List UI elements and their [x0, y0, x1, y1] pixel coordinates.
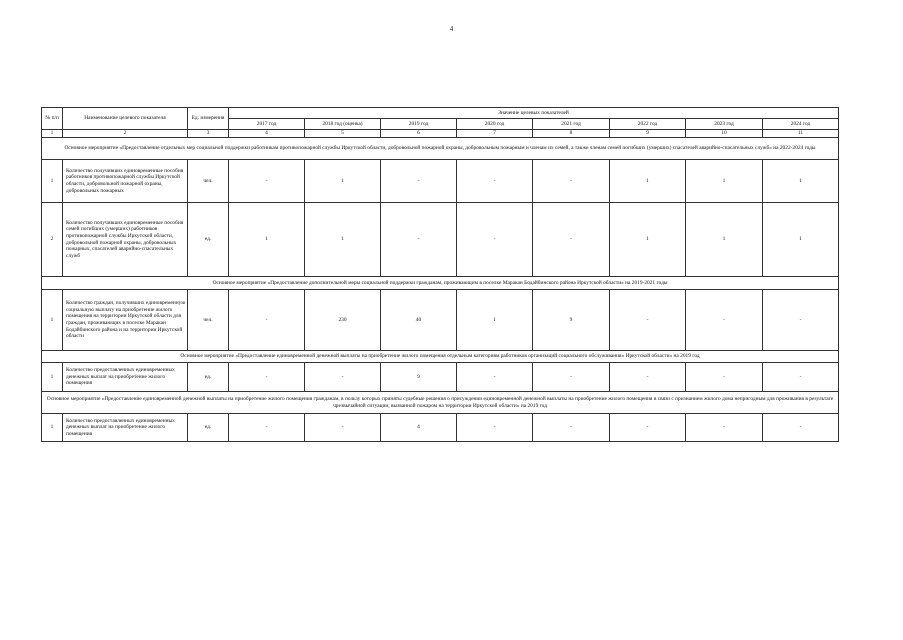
header-values-group: Значение целевых показателей — [229, 108, 839, 119]
indicator-value: - — [229, 290, 305, 351]
indicator-value: 1 — [305, 203, 381, 277]
header-year: 2022 год — [610, 119, 686, 130]
indicator-value: 1 — [686, 160, 763, 203]
indicator-value: 1 — [610, 160, 686, 203]
indicator-name: Количество предоставленных единовременных денежных выплат на приобретение жилого помещения — [63, 363, 188, 392]
section-title: Основное мероприятие «Предоставление отдельных мер социальной поддержки работникам противопожарной службы Иркутской области, добровольной пожарной охраны, добровольным пожарным и членам их семей, а также членам семей погибших (умерших) спасателей аварийно-спасательных служб» на 2022-2024 годы — [42, 138, 839, 160]
column-number: 5 — [305, 130, 381, 138]
indicator-value: 1 — [610, 203, 686, 277]
indicator-value: 1 — [763, 203, 839, 277]
indicator-value: 9 — [533, 290, 610, 351]
indicator-value: - — [457, 414, 533, 442]
column-number: 8 — [533, 130, 610, 138]
section-row — [42, 138, 839, 160]
indicator-value: - — [686, 363, 763, 392]
indicator-value: 1 — [457, 290, 533, 351]
column-number: 10 — [686, 130, 763, 138]
column-number: 3 — [188, 130, 229, 138]
column-number: 1 — [42, 130, 63, 138]
indicator-value: - — [229, 414, 305, 442]
header-year: 2019 год — [381, 119, 457, 130]
table-row — [42, 160, 839, 203]
indicator-value: 1 — [763, 160, 839, 203]
indicator-value: - — [533, 414, 610, 442]
column-number: 6 — [381, 130, 457, 138]
row-number: 1 — [42, 160, 63, 203]
page-number: 4 — [449, 25, 454, 33]
section-title: Основное мероприятие «Предоставление дополнительной меры социальной поддержки гражданам, проживающим в поселке Маракан Бодайбинского района Иркутской области» на 2019-2021 годы — [42, 277, 839, 290]
indicator-value: - — [533, 160, 610, 203]
section-title: Основное мероприятие «Предоставление единовременной денежной выплаты на приобретение жилого помещения отдельным категориям работников организаций социального обслуживания» Иркутской области» на 2019 год — [42, 351, 839, 363]
indicator-value: - — [229, 160, 305, 203]
indicator-value: 230 — [305, 290, 381, 351]
indicator-value: - — [610, 290, 686, 351]
indicator-value: - — [763, 290, 839, 351]
indicator-value: - — [610, 414, 686, 442]
table-row — [42, 203, 839, 277]
table-row — [42, 290, 839, 351]
header-row — [42, 108, 839, 119]
indicator-unit: чел. — [188, 290, 229, 351]
header-col-no: № п/п — [42, 108, 63, 130]
table-row — [42, 414, 839, 442]
header-year: 2018 год (оценка) — [305, 119, 381, 130]
indicator-value: - — [305, 414, 381, 442]
indicator-unit: ед. — [188, 203, 229, 277]
header-year: 2023 год — [686, 119, 763, 130]
section-row — [42, 392, 839, 414]
row-number: 1 — [42, 414, 63, 442]
target-indicators-table — [41, 107, 839, 442]
indicator-name: Количество граждан, получивших единовременную социальную выплату на приобретение жилого помещения на территории Иркутской области для граждан, проживающих в поселке Маракан Бодайбинского района и на территории Иркутской области — [63, 290, 188, 351]
indicator-value: 1 — [229, 203, 305, 277]
indicator-value: - — [533, 363, 610, 392]
column-number: 11 — [763, 130, 839, 138]
indicator-value: 9 — [381, 363, 457, 392]
indicator-value: - — [686, 414, 763, 442]
indicator-value: - — [457, 203, 533, 277]
section-row — [42, 351, 839, 363]
indicator-unit: ед. — [188, 363, 229, 392]
table-row — [42, 363, 839, 392]
column-number: 9 — [610, 130, 686, 138]
indicator-value: - — [457, 160, 533, 203]
header-col-name: Наименование целевого показателя — [63, 108, 188, 130]
indicator-value: - — [457, 363, 533, 392]
section-title: Основное мероприятие «Предоставление единовременной денежной выплаты на приобретение жилого помещения гражданам, в пользу которых приняты судебные решения о присуждении единовременной денежной выплаты на приобретение жилого помещения в связи с признанием жилого дома непригодным для проживания в результате чрезвычайной ситуации, вызванной пожаром на территории Иркутской области» на 2019 год — [42, 392, 839, 414]
indicator-value: - — [763, 363, 839, 392]
section-row — [42, 277, 839, 290]
indicator-value: - — [686, 290, 763, 351]
row-number: 1 — [42, 363, 63, 392]
indicator-unit: ед. — [188, 414, 229, 442]
indicator-value: - — [381, 203, 457, 277]
column-numbers-row — [42, 130, 839, 138]
indicator-value: 1 — [305, 160, 381, 203]
indicator-name: Количество получивших единовременные пособия семей погибших (умерших) работников противопожарной службы Иркутской области, добровольной пожарной охраны, добровольных пожарных, спасателей аварийно-спасательных служб — [63, 203, 188, 277]
column-number: 7 — [457, 130, 533, 138]
indicator-value: - — [610, 363, 686, 392]
row-number: 1 — [42, 290, 63, 351]
indicator-name: Количество получивших единовременные пособия работников противопожарной службы Иркутской области, добровольной пожарной охраны, добровольных пожарных — [63, 160, 188, 203]
indicator-value: 1 — [686, 203, 763, 277]
indicator-value: - — [763, 414, 839, 442]
column-number: 4 — [229, 130, 305, 138]
indicator-unit: чел. — [188, 160, 229, 203]
indicator-value: - — [305, 363, 381, 392]
header-year: 2017 год — [229, 119, 305, 130]
indicator-value: 40 — [381, 290, 457, 351]
indicator-value: 4 — [381, 414, 457, 442]
row-number: 2 — [42, 203, 63, 277]
indicator-value: - — [381, 160, 457, 203]
indicator-value: - — [229, 363, 305, 392]
indicator-name: Количество предоставленных единовременных денежных выплат на приобретение жилого помещения — [63, 414, 188, 442]
header-year: 2024 год — [763, 119, 839, 130]
header-col-unit: Ед. измерения — [188, 108, 229, 130]
header-year: 2021 год — [533, 119, 610, 130]
header-year: 2020 год — [457, 119, 533, 130]
indicator-value: - — [533, 203, 610, 277]
column-number: 2 — [63, 130, 188, 138]
